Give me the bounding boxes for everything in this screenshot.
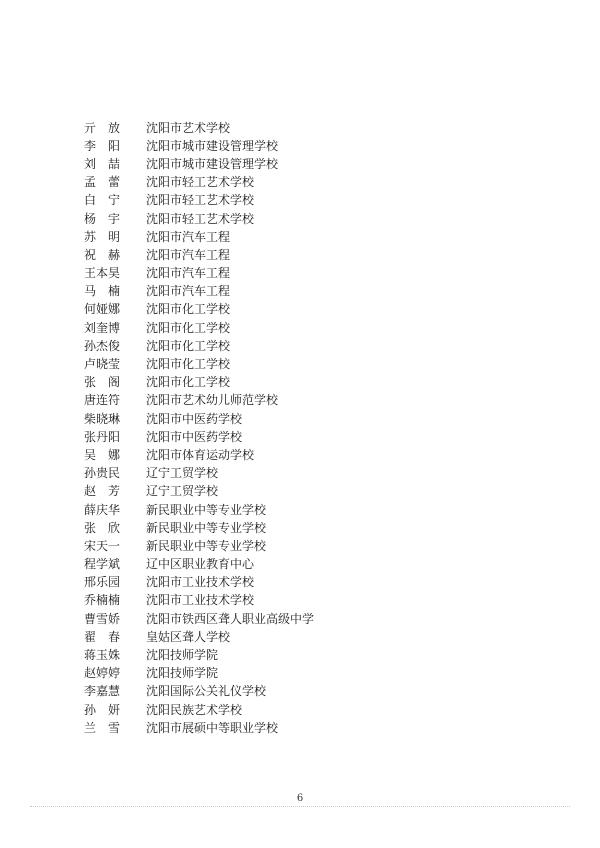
- list-item: [0, 609, 600, 627]
- list-item: [0, 282, 600, 300]
- list-item: [0, 573, 600, 591]
- school-name: 辽中区职业教育中心: [146, 557, 255, 572]
- person-name: 张欣: [84, 520, 120, 535]
- person-name: 薛庆华: [84, 502, 121, 517]
- list-item: [0, 518, 600, 536]
- school-name: 辽宁工贸学校: [146, 484, 219, 499]
- school-name: 沈阳市城市建设管理学校: [146, 156, 279, 171]
- list-item: [0, 373, 600, 391]
- footer-divider: [30, 806, 570, 807]
- person-name: 亓放: [84, 120, 120, 135]
- person-name: 乔楠楠: [84, 593, 121, 608]
- school-name: 沈阳市中医药学校: [146, 411, 243, 426]
- person-name: 赵芳: [84, 484, 120, 499]
- person-name: 张丹阳: [84, 429, 121, 444]
- list-item: [0, 645, 600, 663]
- person-name: 李嘉慧: [84, 684, 121, 699]
- person-name: 何娅娜: [84, 302, 121, 317]
- person-name: 李阳: [84, 138, 120, 153]
- school-name: 沈阳市铁西区聋人职业高级中学: [146, 611, 315, 626]
- list-item: [0, 555, 600, 573]
- school-name: 沈阳市化工学校: [146, 302, 231, 317]
- list-item: [0, 300, 600, 318]
- list-item: [0, 482, 600, 500]
- list-item: [0, 464, 600, 482]
- name-school-list: [0, 118, 600, 736]
- list-item: [0, 154, 600, 172]
- list-item: [0, 264, 600, 282]
- school-name: 沈阳技师学院: [146, 648, 219, 663]
- school-name: 沈阳市化工学校: [146, 338, 231, 353]
- list-item: [0, 427, 600, 445]
- list-item: [0, 445, 600, 463]
- person-name: 邢乐园: [84, 575, 121, 590]
- list-item: [0, 500, 600, 518]
- list-item: [0, 354, 600, 372]
- list-item: [0, 409, 600, 427]
- person-name: 孙杰俊: [84, 338, 121, 353]
- list-item: [0, 318, 600, 336]
- person-name: 孟蕾: [84, 175, 120, 190]
- school-name: 新民职业中等专业学校: [146, 520, 267, 535]
- school-name: 辽宁工贸学校: [146, 466, 219, 481]
- person-name: 王本昊: [84, 266, 121, 281]
- person-name: 曹雪娇: [84, 611, 121, 626]
- school-name: 沈阳市轻工艺术学校: [146, 175, 255, 190]
- school-name: 皇姑区聋人学校: [146, 629, 231, 644]
- person-name: 孙贵民: [84, 466, 121, 481]
- person-name: 宋天一: [84, 538, 121, 553]
- school-name: 沈阳民族艺术学校: [146, 702, 243, 717]
- list-item: [0, 118, 600, 136]
- person-name: 蒋玉姝: [84, 648, 121, 663]
- list-item: [0, 391, 600, 409]
- school-name: 沈阳市汽车工程: [146, 247, 231, 262]
- person-name: 刘奎博: [84, 320, 121, 335]
- person-name: 祝赫: [84, 247, 120, 262]
- school-name: 沈阳市化工学校: [146, 357, 231, 372]
- school-name: 沈阳市城市建设管理学校: [146, 138, 279, 153]
- school-name: 沈阳市体育运动学校: [146, 447, 255, 462]
- person-name: 翟春: [84, 629, 120, 644]
- list-item: [0, 191, 600, 209]
- school-name: 沈阳市汽车工程: [146, 229, 231, 244]
- person-name: 卢晓莹: [84, 357, 121, 372]
- school-name: 沈阳市展硕中等职业学校: [146, 720, 279, 735]
- list-item: [0, 591, 600, 609]
- person-name: 赵婷婷: [84, 666, 121, 681]
- list-item: [0, 536, 600, 554]
- school-name: 沈阳技师学院: [146, 666, 219, 681]
- school-name: 沈阳市化工学校: [146, 375, 231, 390]
- school-name: 沈阳市轻工艺术学校: [146, 193, 255, 208]
- list-item: [0, 682, 600, 700]
- school-name: 沈阳市汽车工程: [146, 284, 231, 299]
- person-name: 孙妍: [84, 702, 120, 717]
- school-name: 沈阳市工业技术学校: [146, 593, 255, 608]
- page-number: 6: [296, 793, 304, 804]
- list-item: [0, 173, 600, 191]
- school-name: 沈阳市艺术学校: [146, 120, 231, 135]
- list-item: [0, 136, 600, 154]
- list-item: [0, 718, 600, 736]
- person-name: 兰雪: [84, 720, 120, 735]
- list-item: [0, 700, 600, 718]
- school-name: 沈阳国际公关礼仪学校: [146, 684, 267, 699]
- list-item: [0, 664, 600, 682]
- school-name: 沈阳市化工学校: [146, 320, 231, 335]
- list-item: [0, 209, 600, 227]
- school-name: 新民职业中等专业学校: [146, 502, 267, 517]
- person-name: 白宁: [84, 193, 120, 208]
- school-name: 沈阳市工业技术学校: [146, 575, 255, 590]
- list-item: [0, 227, 600, 245]
- person-name: 张阁: [84, 375, 120, 390]
- school-name: 沈阳市汽车工程: [146, 266, 231, 281]
- person-name: 马楠: [84, 284, 120, 299]
- school-name: 沈阳市艺术幼儿师范学校: [146, 393, 279, 408]
- person-name: 柴晓琳: [84, 411, 121, 426]
- person-name: 唐连符: [84, 393, 121, 408]
- school-name: 沈阳市中医药学校: [146, 429, 243, 444]
- person-name: 吴娜: [84, 447, 120, 462]
- list-item: [0, 336, 600, 354]
- person-name: 苏明: [84, 229, 120, 244]
- school-name: 新民职业中等专业学校: [146, 538, 267, 553]
- list-item: [0, 627, 600, 645]
- person-name: 杨宇: [84, 211, 120, 226]
- person-name: 刘喆: [84, 156, 120, 171]
- person-name: 程学斌: [84, 557, 121, 572]
- school-name: 沈阳市轻工艺术学校: [146, 211, 255, 226]
- list-item: [0, 245, 600, 263]
